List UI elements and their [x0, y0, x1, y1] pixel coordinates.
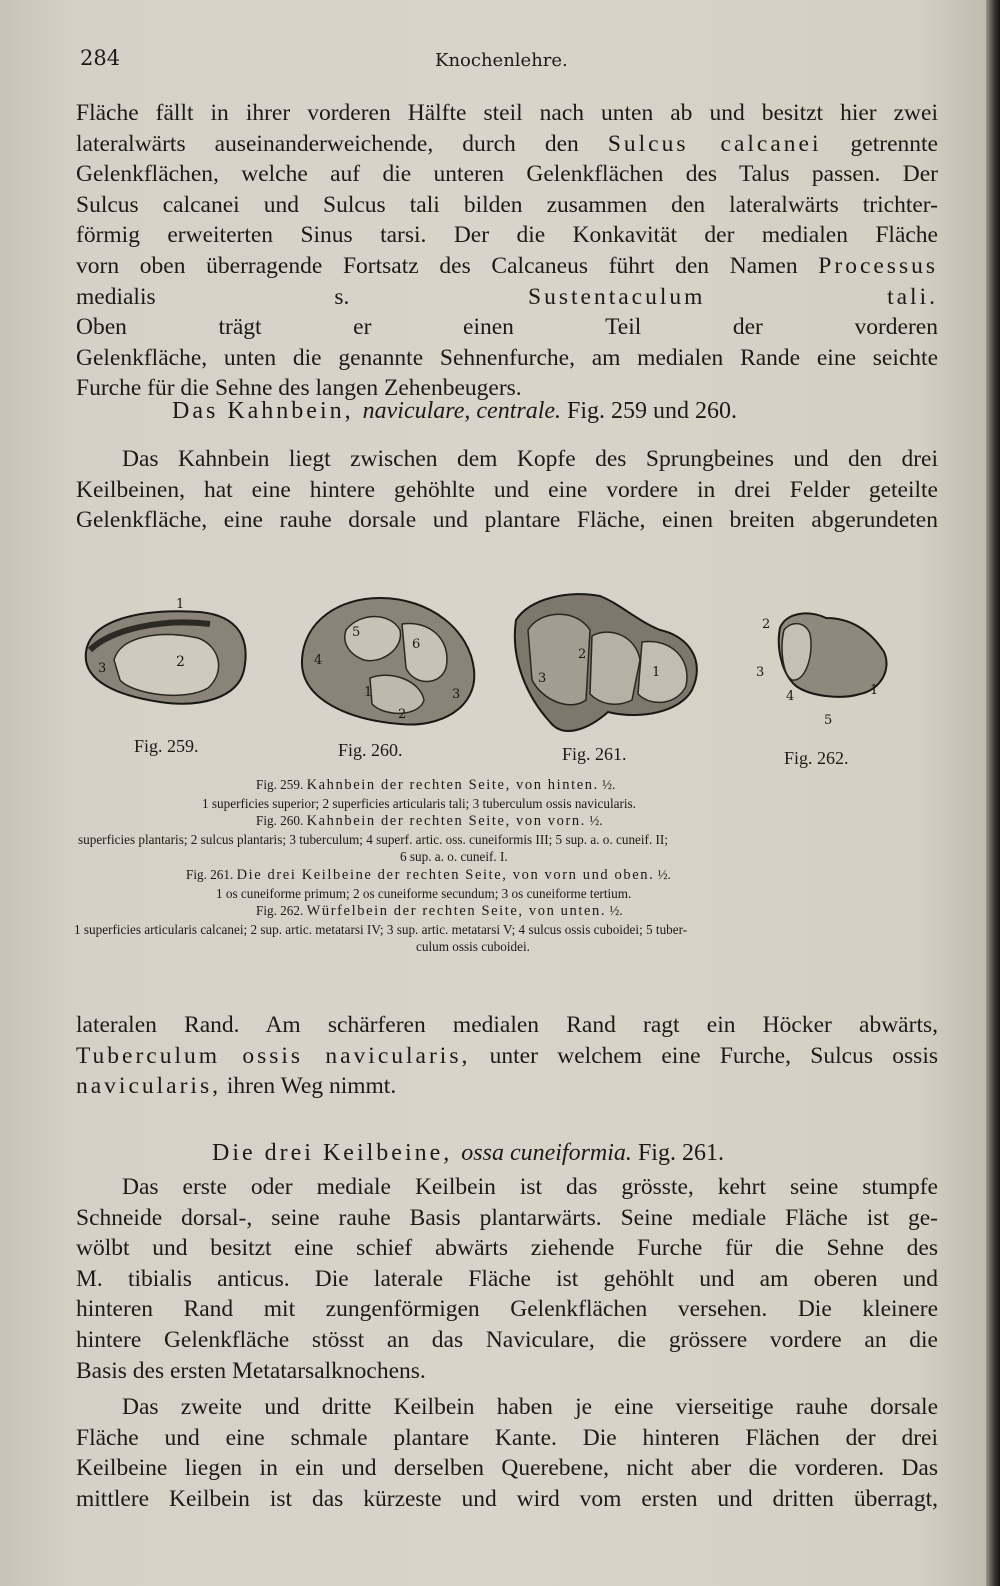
text-line: Gelenkfläche, eine rauhe dorsale und plantare Fläche, einen breiten abgerundeten	[76, 507, 938, 534]
fig-259-illustration	[86, 597, 246, 704]
svg-text:2: 2	[762, 617, 771, 632]
caption-line: 1 superficies superior; 2 superficies articularis tali; 3 tuberculum ossis navicularis.	[202, 795, 636, 811]
fig-262-illustration	[756, 613, 887, 728]
svg-text:5: 5	[352, 625, 361, 640]
svg-text:2: 2	[578, 647, 587, 662]
caption-line: Fig. 259. Kahnbein der rechten Seite, von hinten. ½.	[256, 777, 616, 793]
section-heading-cuneiformia: Die drei Keilbeine, ossa cuneiformia. Fig. 261.	[212, 1140, 724, 1166]
fig-260-label: Fig. 260.	[338, 740, 403, 760]
text-line: Keilbeinen, hat eine hintere gehöhlte und eine vordere in drei Felder geteilte	[76, 476, 938, 503]
svg-text:4: 4	[314, 653, 323, 668]
text-line: M. tibialis anticus. Die laterale Fläche ist gehöhlt und am oberen und	[76, 1265, 938, 1292]
svg-text:3: 3	[756, 665, 765, 680]
text-line: Fläche und eine schmale plantare Kante. Die hinteren Flächen der drei	[76, 1424, 938, 1451]
paragraph-calcaneus	[76, 98, 938, 404]
text-line: förmig erweiterten Sinus tarsi. Der die Konkavität der medialen Fläche	[76, 222, 938, 249]
paragraph-naviculare-cont	[76, 1010, 938, 1102]
text-line: Fläche fällt in ihrer vorderen Hälfte steil nach unten ab und besitzt hier zwei	[76, 100, 938, 126]
text-line: Gelenkflächen, welche auf die unteren Gelenkflächen des Talus passen. Der	[76, 161, 938, 188]
svg-text:3: 3	[98, 661, 107, 676]
svg-text:6: 6	[412, 637, 421, 652]
svg-text:2: 2	[176, 654, 185, 670]
text-line: navicularis, ihren Weg nimmt.	[76, 1073, 397, 1100]
text-line: Das Kahnbein liegt zwischen dem Kopfe des Sprungbeines und den drei	[122, 446, 938, 472]
text-line: lateralen Rand. Am schärferen medialen Rand ragt ein Höcker abwärts,	[76, 1012, 938, 1038]
svg-text:5: 5	[824, 713, 833, 728]
text-line: Gelenkfläche, unten die genannte Sehnenfurche, am medialen Rande eine seichte	[76, 344, 938, 371]
caption-line: culum ossis cuboidei.	[416, 939, 530, 955]
text-line: wölbt und besitzt eine schief abwärts ziehende Furche für die Sehne des	[76, 1235, 938, 1262]
text-line: Keilbeine liegen in ein und derselben Querebene, nicht aber die vorderen. Das	[76, 1455, 938, 1482]
text-line: hinteren Rand mit zungenförmigen Gelenkflächen versehen. Die kleinere	[76, 1296, 938, 1323]
fig-261-illustration	[515, 594, 697, 731]
svg-text:3: 3	[452, 687, 461, 702]
fig-262-label: Fig. 262.	[784, 748, 849, 768]
svg-text:1: 1	[652, 665, 661, 680]
page-binding-shadow	[986, 0, 1000, 1586]
caption-line: superficies plantaris; 2 sulcus plantaris; 3 tuberculum; 4 superf. artic. oss. cuneiformis III; 5 sup. a. o. cuneif. II;	[78, 831, 668, 847]
paragraph-naviculare	[76, 444, 938, 536]
text-line: Das erste oder mediale Keilbein ist das grösste, kehrt seine stumpfe	[122, 1174, 938, 1200]
fig-260-illustration	[302, 598, 474, 725]
figure-captions	[70, 776, 950, 956]
caption-line: Fig. 262. Würfelbein der rechten Seite, von unten. ½.	[256, 903, 623, 920]
fig-259-label: Fig. 259.	[134, 736, 199, 756]
page-number: 284	[80, 46, 121, 70]
bone-illustrations	[80, 590, 940, 740]
page-header	[80, 46, 930, 76]
text-line: mittlere Keilbein ist das kürzeste und wird vom ersten und dritten überragt,	[76, 1485, 938, 1512]
caption-line: 6 sup. a. o. cuneif. I.	[400, 849, 508, 865]
svg-text:1: 1	[176, 597, 185, 612]
svg-text:3: 3	[538, 671, 547, 686]
text-line: Das zweite und dritte Keilbein haben je eine vierseitige rauhe dorsale	[122, 1394, 938, 1420]
text-line: hintere Gelenkfläche stösst an das Naviculare, die grössere vordere an die	[76, 1326, 938, 1353]
running-head: Knochenlehre.	[435, 50, 568, 71]
text-line: Basis des ersten Metatarsalknochens.	[76, 1357, 426, 1384]
caption-line: Fig. 261. Die drei Keilbeine der rechten Seite, von vorn und oben. ½.	[186, 866, 671, 883]
svg-text:1: 1	[870, 683, 879, 698]
figure-group	[80, 590, 940, 768]
text-line: lateralwärts auseinanderweichende, durch den Sulcus calcanei getrennte	[76, 130, 938, 157]
svg-text:4: 4	[786, 689, 795, 704]
text-line: Sulcus calcanei und Sulcus tali bilden zusammen den lateralwärts trichter-	[76, 191, 938, 218]
fig-261-label: Fig. 261.	[562, 744, 627, 764]
paragraph-cuneiform-first	[76, 1172, 938, 1386]
section-heading-naviculare: Das Kahnbein, naviculare, centrale. Fig. 259 und 260.	[172, 398, 738, 424]
svg-text:1: 1	[364, 685, 373, 700]
text-line: Schneide dorsal-, seine rauhe Basis plantarwärts. Seine mediale Fläche ist ge-	[76, 1204, 938, 1231]
caption-line: 1 superficies articularis calcanei; 2 sup. artic. metatarsi IV; 3 sup. artic. metatarsi V; 4 sulcus ossis cuboidei; 5 tuber-	[74, 921, 688, 937]
svg-text:2: 2	[398, 707, 407, 722]
text-line: Furche für die Sehne des langen Zehenbeugers.	[76, 375, 522, 402]
text-line: Tuberculum ossis navicularis, unter welchem eine Furche, Sulcus ossis	[76, 1042, 938, 1069]
caption-line: 1 os cuneiforme primum; 2 os cuneiforme secundum; 3 os cuneiforme tertium.	[216, 885, 632, 901]
text-line: vorn oben überragende Fortsatz des Calcaneus führt den Namen Processus	[76, 252, 938, 279]
text-line: medialis s. Sustentaculum tali.	[76, 283, 938, 310]
caption-line: Fig. 260. Kahnbein der rechten Seite, von vorn. ½.	[256, 813, 603, 830]
text-line: Oben trägt er einen Teil der vorderen	[76, 314, 938, 341]
paragraph-cuneiform-second-third	[76, 1392, 938, 1514]
